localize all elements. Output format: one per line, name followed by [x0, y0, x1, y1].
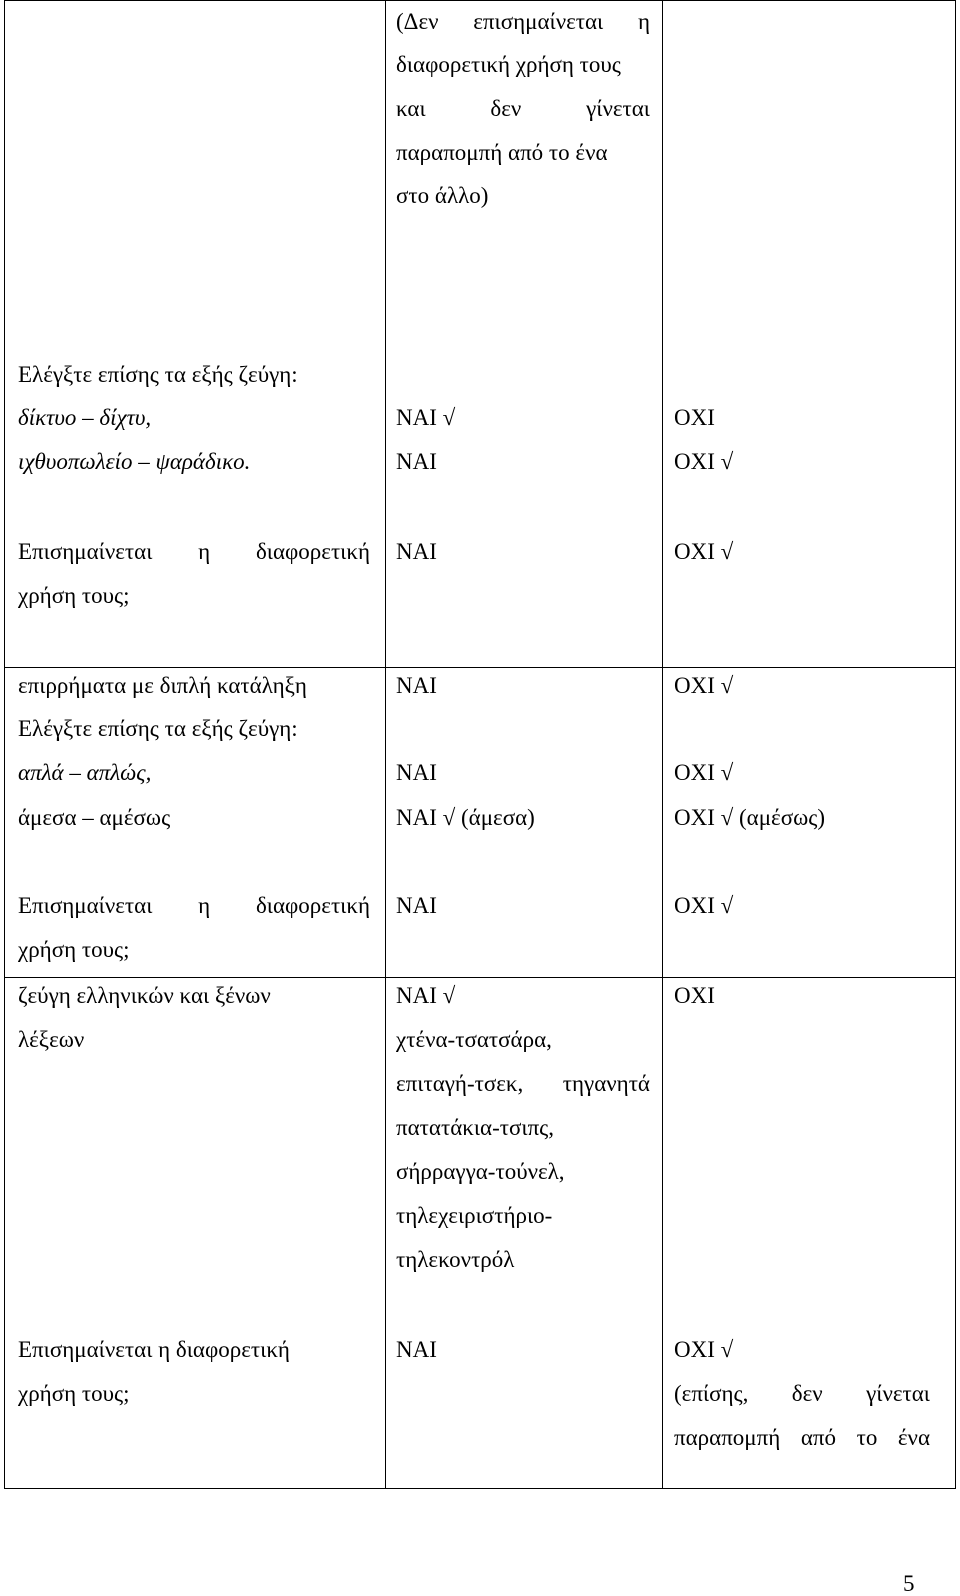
row-divider	[5, 977, 955, 978]
no-answer: ΟΧΙ √ (αμέσως)	[674, 805, 826, 830]
cell-text: Επισημαίνεται η διαφορετική	[18, 893, 370, 918]
yes-answer: ΝΑΙ √	[396, 983, 456, 1008]
no-answer: ΟΧΙ	[674, 405, 715, 430]
cell-text: λέξεων	[18, 1027, 85, 1052]
yes-answer: ΝΑΙ	[396, 760, 437, 785]
no-answer: ΟΧΙ √	[674, 539, 734, 564]
yes-answer: ΝΑΙ	[396, 893, 437, 918]
cell-text: (επίσης, δεν γίνεται	[674, 1381, 930, 1406]
yes-answer: ΝΑΙ	[396, 673, 437, 698]
yes-answer: ΝΑΙ	[396, 539, 437, 564]
cell-text: πατατάκια-τσιπς,	[396, 1115, 555, 1140]
cell-text: ιχθυοπωλείο – ψαράδικο.	[18, 449, 251, 474]
cell-text: τηλεκοντρόλ	[396, 1247, 515, 1272]
cell-text: επιταγή-τσεκ, τηγανητά	[396, 1071, 650, 1096]
column-divider	[662, 1, 663, 1488]
cell-text: τηλεχειριστήριο-	[396, 1203, 553, 1228]
cell-text: και δεν γίνεται	[396, 96, 650, 121]
cell-text: στο άλλο)	[396, 183, 489, 208]
cell-text: χρήση τους;	[18, 937, 130, 962]
cell-text: ζεύγη ελληνικών και ξένων	[18, 983, 271, 1008]
cell-text: χρήση τους;	[18, 583, 130, 608]
cell-text: απλά – απλώς,	[18, 760, 152, 785]
yes-answer: ΝΑΙ √ (άμεσα)	[396, 805, 535, 830]
row-divider	[5, 667, 955, 668]
cell-text: διαφορετική χρήση τους	[396, 52, 621, 77]
no-answer: ΟΧΙ √	[674, 1337, 734, 1362]
no-answer: ΟΧΙ √	[674, 449, 734, 474]
no-answer: ΟΧΙ √	[674, 673, 734, 698]
cell-text: (Δεν επισημαίνεται η	[396, 9, 650, 34]
no-answer: ΟΧΙ √	[674, 893, 734, 918]
cell-text: Επισημαίνεται η διαφορετική	[18, 539, 370, 564]
cell-text: Ελέγξτε επίσης τα εξής ζεύγη:	[18, 716, 298, 741]
no-answer: ΟΧΙ	[674, 983, 715, 1008]
cell-text: παραπομπή από το ένα	[396, 140, 608, 165]
cell-text: Επισημαίνεται η διαφορετική	[18, 1337, 290, 1362]
cell-text: άμεσα – αμέσως	[18, 805, 171, 830]
yes-answer: ΝΑΙ	[396, 1337, 437, 1362]
cell-text: παραπομπή από το ένα	[674, 1425, 930, 1450]
page-number: 5	[903, 1571, 915, 1596]
cell-text: χτένα-τσατσάρα,	[396, 1027, 552, 1052]
cell-text: επιρρήματα με διπλή κατάληξη	[18, 673, 307, 698]
no-answer: ΟΧΙ √	[674, 760, 734, 785]
cell-text: χρήση τους;	[18, 1381, 130, 1406]
cell-text: δίκτυο – δίχτυ,	[18, 405, 152, 430]
yes-answer: ΝΑΙ √	[396, 405, 456, 430]
yes-answer: ΝΑΙ	[396, 449, 437, 474]
column-divider	[385, 1, 386, 1488]
cell-text: σήρραγγα-τούνελ,	[396, 1159, 565, 1184]
cell-text: Ελέγξτε επίσης τα εξής ζεύγη:	[18, 362, 298, 387]
